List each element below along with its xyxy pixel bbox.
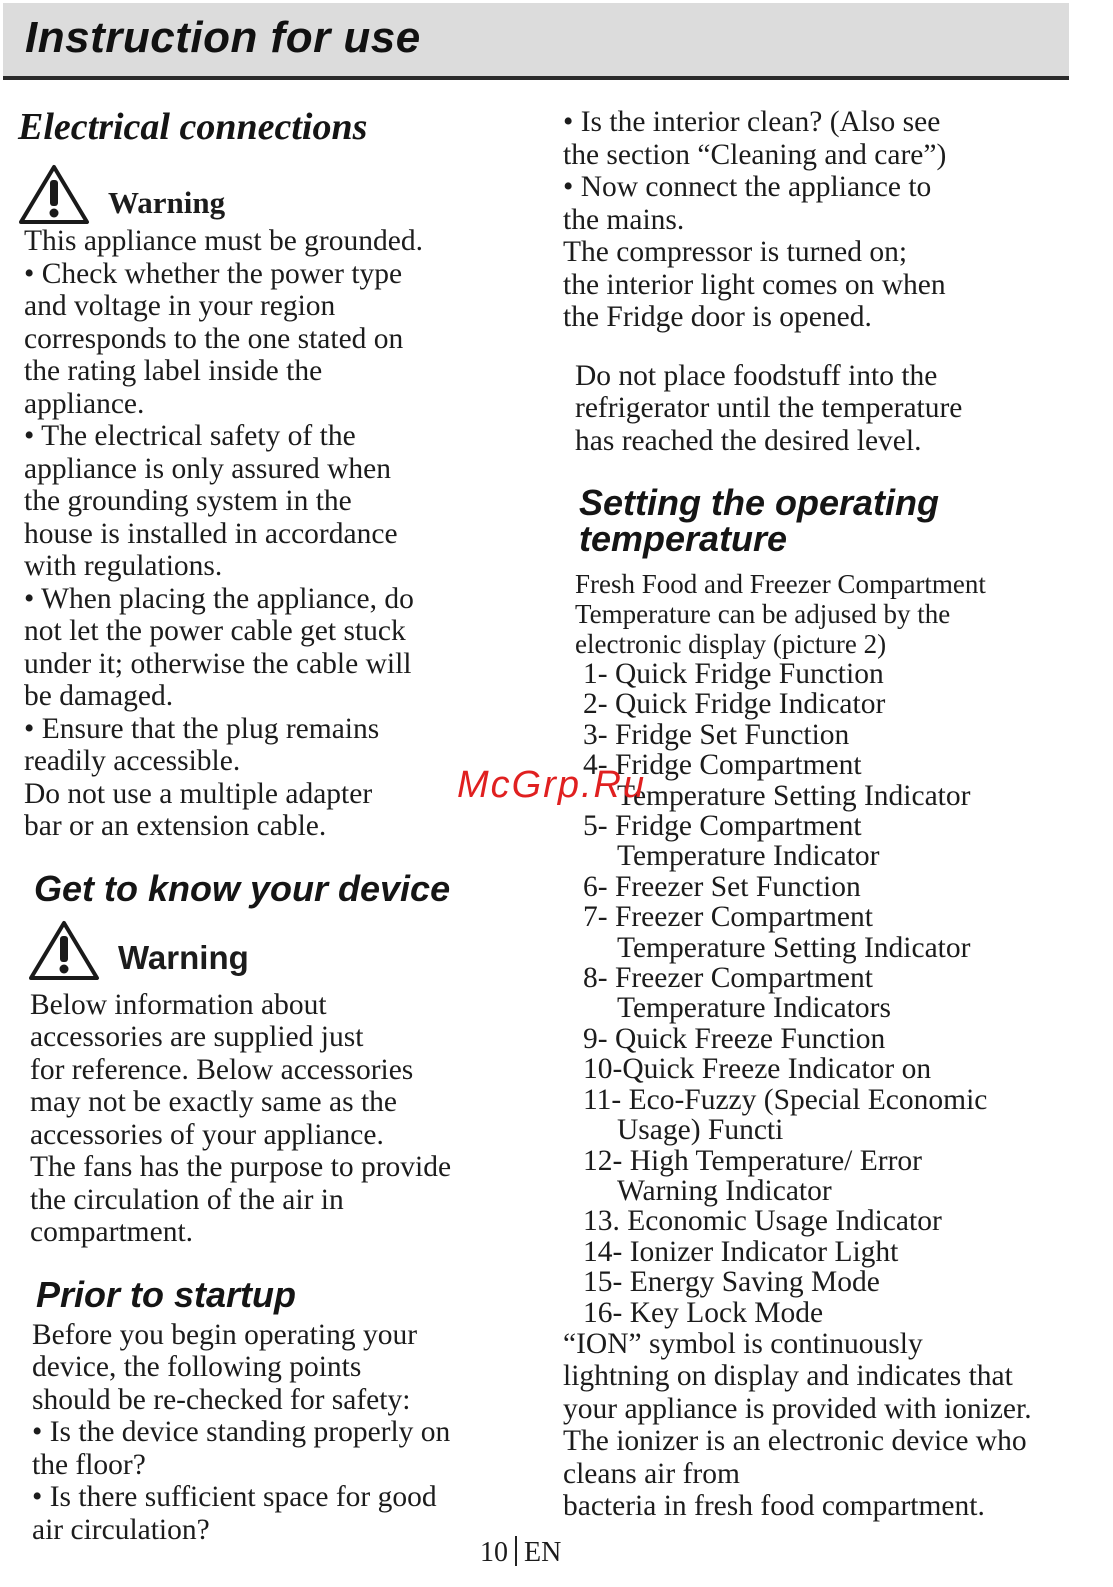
text-line: appliance is only assured when (24, 452, 392, 485)
list-item: 8- Freezer Compartment (583, 962, 873, 995)
text-line: air circulation? (32, 1513, 210, 1546)
text-line: corresponds to the one stated on (24, 322, 404, 355)
text-line: • Is there sufficient space for good (32, 1481, 437, 1513)
ionizer-text (563, 1328, 1108, 1523)
list-item: 5- Fridge Compartment (583, 810, 862, 843)
list-item: 1- Quick Fridge Function (583, 658, 884, 690)
device-warning (18, 917, 528, 981)
text-line: readily accessible. (24, 745, 241, 777)
warning-label: Warning (118, 938, 249, 976)
text-line: Do not use a multiple adapter (24, 777, 373, 810)
text-line: Temperature can be adjused by the (575, 599, 951, 629)
page-header (3, 3, 1069, 80)
warning-icon (18, 163, 90, 225)
list-item: Warning Indicator (617, 1174, 832, 1207)
text-line: lightning on display and indicates that (563, 1360, 1013, 1393)
text-line: bacteria in fresh food compartment. (563, 1490, 985, 1523)
text-line: the Fridge door is opened. (563, 301, 872, 333)
prior-text (18, 1319, 528, 1547)
temperature-note (563, 360, 1108, 458)
text-line: • The electrical safety of the (24, 420, 356, 452)
page-footer (480, 1536, 561, 1569)
text-line: • Is the device standing properly on (32, 1416, 451, 1448)
text-line: the rating label inside the (24, 355, 323, 387)
electrical-text (18, 225, 528, 843)
text-line: the floor? (32, 1448, 146, 1481)
text-line: accessories of your appliance. (30, 1118, 384, 1151)
text-line: The fans has the purpose to provide (30, 1151, 452, 1183)
list-item: 13. Economic Usage Indicator (583, 1205, 942, 1238)
startup-checklist-text (563, 106, 1108, 334)
prior-to-startup-heading: Prior to startup (36, 1273, 297, 1315)
list-item: 3- Fridge Set Function (583, 718, 850, 751)
watermark: McGrp.Ru (457, 764, 647, 806)
left-column (18, 103, 528, 1546)
text-line: house is installed in accordance (24, 517, 398, 550)
text-line: refrigerator until the temperature (575, 392, 963, 424)
text-line: • Is the interior clean? (Also see (563, 106, 941, 138)
heading-line: Setting the operating (579, 482, 939, 523)
text-line: • Ensure that the plug remains (24, 712, 380, 745)
list-item: Usage) Functi (617, 1114, 784, 1147)
text-line: • Now connect the appliance to (563, 171, 932, 203)
text-line: under it; otherwise the cable will (24, 647, 412, 680)
text-line: • When placing the appliance, do (24, 582, 414, 615)
text-line: the interior light comes on when (563, 268, 946, 301)
device-text (18, 989, 528, 1249)
list-item: 7- Freezer Compartment (583, 901, 873, 934)
text-line: the circulation of the air in (30, 1183, 344, 1216)
language-code: EN (524, 1537, 562, 1568)
text-line: accessories are supplied just (30, 1021, 364, 1053)
text-line: and voltage in your region (24, 290, 336, 322)
list-item: 10-Quick Freeze Indicator on (583, 1053, 932, 1086)
list-item: 4- Fridge Compartment (583, 749, 862, 782)
text-line: be damaged. (24, 680, 174, 712)
list-item: 6- Freezer Set Function (583, 870, 861, 903)
text-line: your appliance is provided with ionizer. (563, 1392, 1032, 1425)
right-column (563, 106, 1108, 1523)
text-line: electronic display (picture 2) (575, 629, 887, 659)
text-line: cleans air from (563, 1457, 740, 1490)
setting-intro (563, 569, 1108, 659)
text-line: Below information about (30, 988, 327, 1021)
text-line: bar or an extension cable. (24, 810, 327, 842)
list-item: 14- Ionizer Indicator Light (583, 1235, 899, 1268)
warning-label: Warning (108, 185, 226, 220)
text-line: The ionizer is an electronic device who (563, 1425, 1027, 1458)
text-line: appliance. (24, 387, 145, 420)
text-line: the section “Cleaning and care”) (563, 138, 947, 171)
text-line: device, the following points (32, 1351, 362, 1383)
text-line: with regulations. (24, 550, 223, 582)
footer-divider (515, 1536, 517, 1566)
list-item: 2- Quick Fridge Indicator (583, 688, 886, 721)
setting-temperature-heading (563, 482, 1108, 559)
list-item: 9- Quick Freeze Function (583, 1022, 886, 1055)
text-line: should be re-checked for safety: (32, 1383, 411, 1416)
text-line: “ION” symbol is continuously (563, 1327, 923, 1360)
get-to-know-heading: Get to know your device (34, 867, 451, 909)
list-item: 15- Energy Saving Mode (583, 1266, 880, 1299)
electrical-connections-heading: Electrical connections (18, 106, 368, 148)
text-line: Fresh Food and Freezer Compartment (575, 569, 986, 599)
text-line: for reference. Below accessories (30, 1053, 414, 1086)
text-line: the grounding system in the (24, 485, 352, 517)
page-number: 10 (480, 1537, 508, 1568)
warning-icon (28, 919, 100, 981)
text-line: Do not place foodstuff into the (575, 359, 938, 392)
text-line: the mains. (563, 203, 685, 236)
text-line: compartment. (30, 1216, 194, 1248)
heading-line: temperature (579, 518, 788, 559)
list-item: Temperature Setting Indicator (617, 779, 971, 812)
page-title: Instruction for use (25, 13, 421, 62)
text-line: not let the power cable get stuck (24, 615, 406, 647)
text-line: Before you begin operating your (32, 1318, 418, 1351)
list-item: 16- Key Lock Mode (583, 1296, 824, 1329)
text-line: The compressor is turned on; (563, 236, 908, 268)
list-item: 11- Eco-Fuzzy (Special Economic (583, 1083, 988, 1116)
display-function-list (563, 659, 1108, 1328)
text-line: This appliance must be grounded. (24, 225, 423, 257)
text-line: may not be exactly same as the (30, 1086, 397, 1118)
electrical-warning (18, 161, 528, 225)
text-line: • Check whether the power type (24, 257, 403, 290)
list-item: Temperature Indicators (617, 992, 891, 1025)
list-item: Temperature Setting Indicator (617, 931, 971, 964)
list-item: Temperature Indicator (617, 840, 880, 873)
list-item: 12- High Temperature/ Error (583, 1144, 922, 1177)
text-line: has reached the desired level. (575, 424, 922, 457)
